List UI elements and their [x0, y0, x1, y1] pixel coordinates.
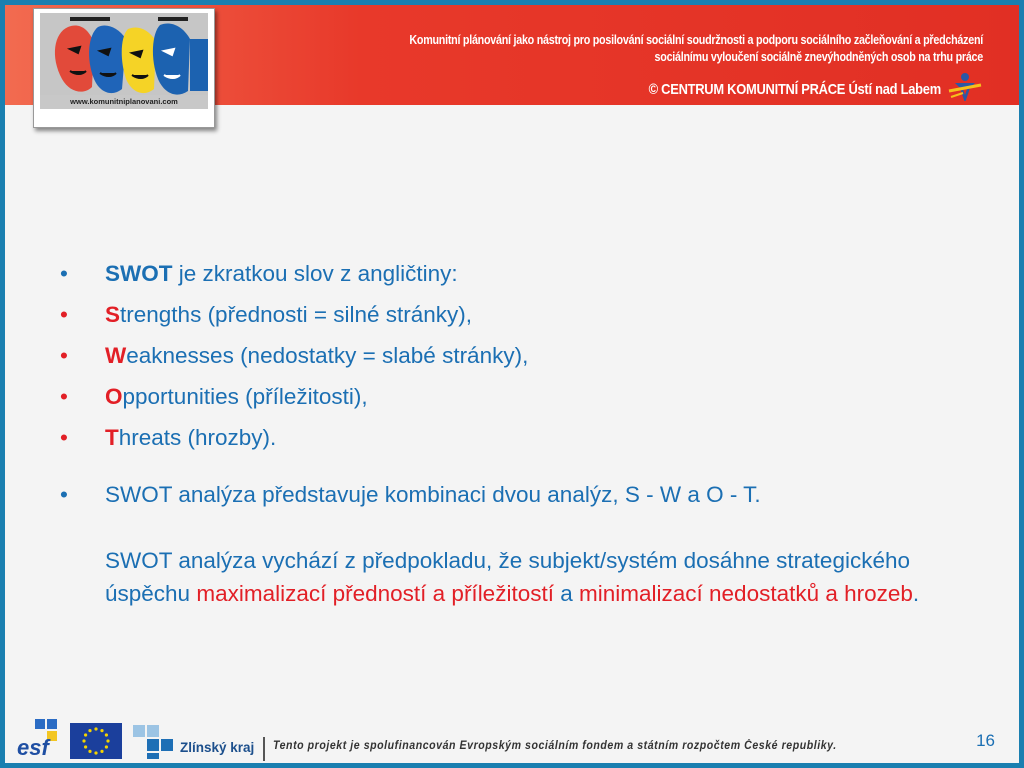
bullet-dot: • — [60, 302, 68, 327]
esf-text: esf — [17, 735, 49, 759]
bullet-strengths — [60, 294, 960, 335]
bullet-text: hreats (hrozby). — [118, 425, 277, 450]
bullet-lead: T — [105, 425, 119, 450]
slide — [5, 5, 1019, 763]
bullet-dot: • — [60, 384, 68, 409]
header-title-line1: Komunitní plánování jako nástroj pro posilování sociální soudržnosti a podporu sociálního začleňování a předcházení — [409, 33, 983, 47]
logo — [33, 8, 215, 128]
bullet-swot — [60, 253, 960, 294]
bullet-lead: O — [105, 384, 123, 409]
analysis-paragraph: SWOT analýza vychází z předpokladu, že subjekt/systém dosáhne strategického úspěchu maximalizací předností a příležitostí a minimalizací nedostatků a hrozeb. — [105, 548, 920, 606]
bullet-lead: SWOT — [105, 261, 173, 286]
header-centrum: © CENTRUM KOMUNITNÍ PRÁCE Ústí nad Labem — [648, 81, 941, 98]
header-title-line2: sociálnímu vyloučení sociálně znevýhodněných osob na trhu práce — [654, 50, 983, 64]
faces-logo-icon — [40, 13, 208, 106]
centrum-logo-icon — [947, 71, 983, 101]
bullet-dot: • — [60, 261, 68, 286]
bullet-opportunities — [60, 376, 960, 417]
bullet-lead: W — [105, 343, 127, 368]
footer-divider — [263, 737, 265, 761]
esf-logo-icon — [15, 717, 63, 759]
bullet-lead: S — [105, 302, 121, 327]
zlin-region-label: Zlínský kraj — [180, 740, 255, 755]
page-number: 16 — [976, 731, 995, 750]
analysis-line1: SWOT analýza představuje kombinaci dvou analýz, S - W a O - T. — [105, 482, 761, 507]
bullet-text: je zkratkou slov z angličtiny: — [172, 261, 458, 286]
bullet-weaknesses — [60, 335, 960, 376]
logo-url: www.komunitniplanovani.com — [70, 97, 178, 106]
footer-funding-text: Tento projekt je spolufinancován Evropským sociálním fondem a státním rozpočtem České republiky. — [273, 740, 837, 752]
bullet-text: eaknesses (nedostatky = slabé stránky), — [126, 343, 529, 368]
bullet-text: pportunities (příležitosti), — [122, 384, 368, 409]
zlin-region-logo-icon — [133, 725, 177, 759]
bullet-threats — [60, 417, 960, 458]
bullet-dot: • — [60, 482, 68, 507]
content — [60, 253, 960, 610]
eu-flag-icon — [70, 723, 122, 759]
bullet-text: trengths (přednosti = silné stránky), — [120, 302, 473, 327]
bullet-dot: • — [60, 343, 68, 368]
bullet-analysis — [60, 478, 960, 610]
bullet-dot: • — [60, 425, 68, 450]
